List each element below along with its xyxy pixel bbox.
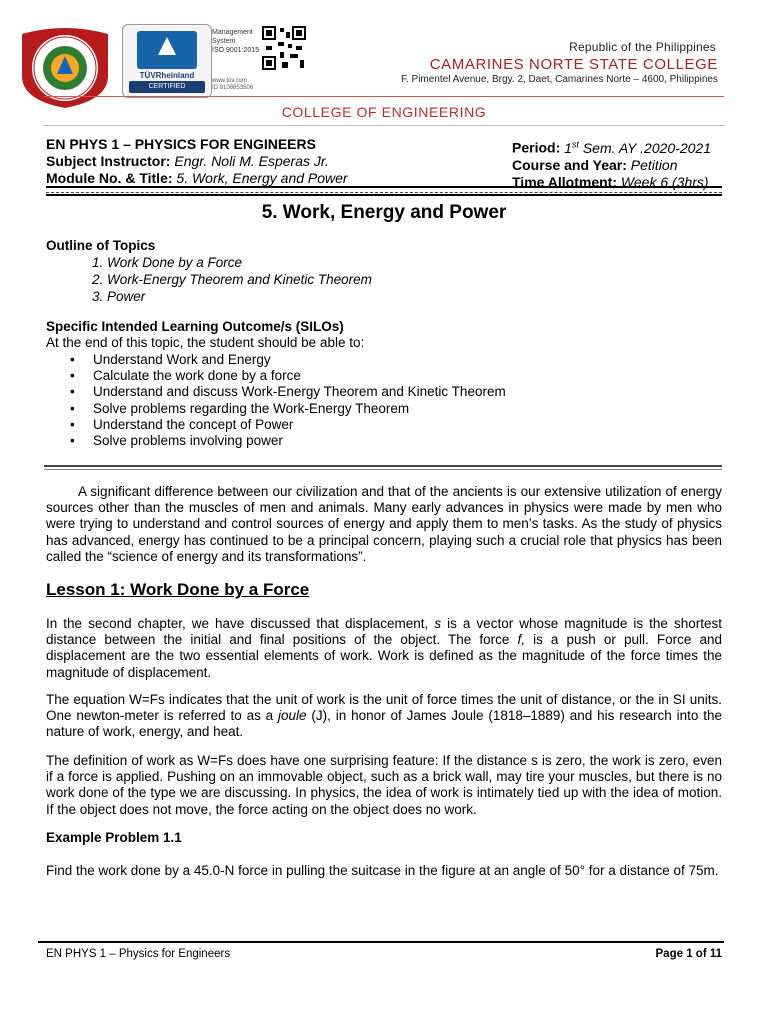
example-heading: Example Problem 1.1 (46, 830, 182, 845)
section-divider-dash (46, 192, 722, 193)
college-seal-logo (14, 26, 116, 110)
list-item: • Understand and discuss Work-Energy Theorem and Kinetic Theorem (70, 384, 506, 400)
list-item: • Solve problems regarding the Work-Energy Theorem (70, 401, 506, 417)
footer-divider (38, 941, 724, 943)
intro-paragraph: A significant difference between our civilization and that of the ancients is our extensive utilization of energy sources other than the muscles of men and animals. Many early advances in physics were made by men who were trying to understand and control sources of energy and apply them to men’s tasks. As the study of physics has advanced, energy has continued to be a principal concern, playing such a crucial role that physics has been called the “science of energy and its transformations”. (46, 484, 726, 564)
list-item: 2. Work-Energy Theorem and Kinetic Theorem (92, 272, 372, 287)
list-item: 3. Power (92, 289, 146, 304)
course-title: EN PHYS 1 – PHYSICS FOR ENGINEERS (46, 136, 316, 152)
department-name: COLLEGE OF ENGINEERING (281, 104, 487, 120)
cert-brand: TÜVRheinland (139, 71, 195, 80)
management-system-label: Management System ISO 9001:2015 (212, 29, 260, 54)
college-address: F. Pimentel Avenue, Brgy. 2, Daet, Camarines Norte – 4600, Philippines (400, 74, 718, 85)
content-divider (44, 465, 722, 467)
list-item: 1. Work Done by a Force (92, 255, 243, 270)
silos-heading: Specific Intended Learning Outcome/s (SILOs) (46, 319, 344, 334)
course-info-left: EN PHYS 1 – PHYSICS FOR ENGINEERS Subject Instructor: Engr. Noli M. Esperas Jr. Module No. & Title: 5. Work, Energy and Power (46, 136, 348, 186)
lesson-paragraph-2: The equation W=Fs indicates that the unit of work is the unit of force times the unit of distance, or the in SI units. One newton-meter is referred to as a joule (J), in honor of James Joule (1818–1889) and his research into the nature of work, energy, and heat. (46, 692, 722, 740)
department-divider (44, 125, 724, 126)
certification-badge (122, 24, 212, 98)
instructor-name: Engr. Noli M. Esperas Jr. (174, 153, 329, 169)
footer-course: EN PHYS 1 – Physics for Engineers (46, 948, 231, 960)
republic-label: Republic of the Philippines (569, 40, 716, 54)
outline-heading: Outline of Topics (46, 238, 156, 253)
list-item: • Understand the concept of Power (70, 417, 506, 433)
example-text: Find the work done by a 45.0-N force in pulling the suitcase in the figure at an angle of 50° for a distance of 75m. (46, 863, 719, 878)
module-title: 5. Work, Energy and Power (176, 170, 348, 186)
page-number: Page 1 of 11 (655, 948, 722, 960)
content-divider-thin (44, 469, 722, 470)
lesson-paragraph-1: In the second chapter, we have discussed that displacement, s is a vector whose magnitude is the shortest distance between the initial and final positions of the object. The force f, is a push or pull. Force and displacement are the two essential elements of work. Work is defined as the magnitude of the force times the magnitude of displacement. (46, 616, 722, 680)
list-item: • Understand Work and Energy (70, 352, 506, 368)
cert-stamp: CERTIFIED (129, 81, 205, 93)
qr-code-icon (262, 26, 306, 70)
lesson-paragraph-3: The definition of work as W=Fs does have one surprising feature: If the distance s is zero, the work is zero, even if a force is applied. Pushing on an immovable object, such as a brick wall, may tire your muscles, but there is no work done of the type we are discussing. In physics, the idea of work is intimately tied up with the idea of motion. If the object does not move, the force acting on the object does no work. (46, 753, 722, 817)
period-value: 1st Sem. AY .2020-2021 (564, 139, 711, 156)
outline-list (92, 254, 372, 305)
header-divider (44, 96, 724, 97)
course-info-right: Period: 1st Sem. AY .2020-2021 Course and Year: Petition Time Allotment: Week 6 (3hrs) (512, 139, 711, 190)
certificate-id: www.tuv.com ID 9108653506 (212, 78, 254, 91)
list-item: • Solve problems involving power (70, 433, 506, 449)
list-item: • Calculate the work done by a force (70, 368, 506, 384)
tuv-logo-icon (137, 31, 197, 69)
course-year-value: Petition (630, 156, 678, 173)
time-allotment-value: Week 6 (3hrs) (620, 173, 709, 190)
college-name: CAMARINES NORTE STATE COLLEGE (429, 56, 718, 73)
section-divider (46, 186, 722, 196)
silos-intro: At the end of this topic, the student should be able to: (46, 335, 365, 350)
module-heading: 5. Work, Energy and Power (261, 202, 507, 223)
silos-list (70, 352, 506, 449)
lesson-heading: Lesson 1: Work Done by a Force (46, 580, 310, 599)
